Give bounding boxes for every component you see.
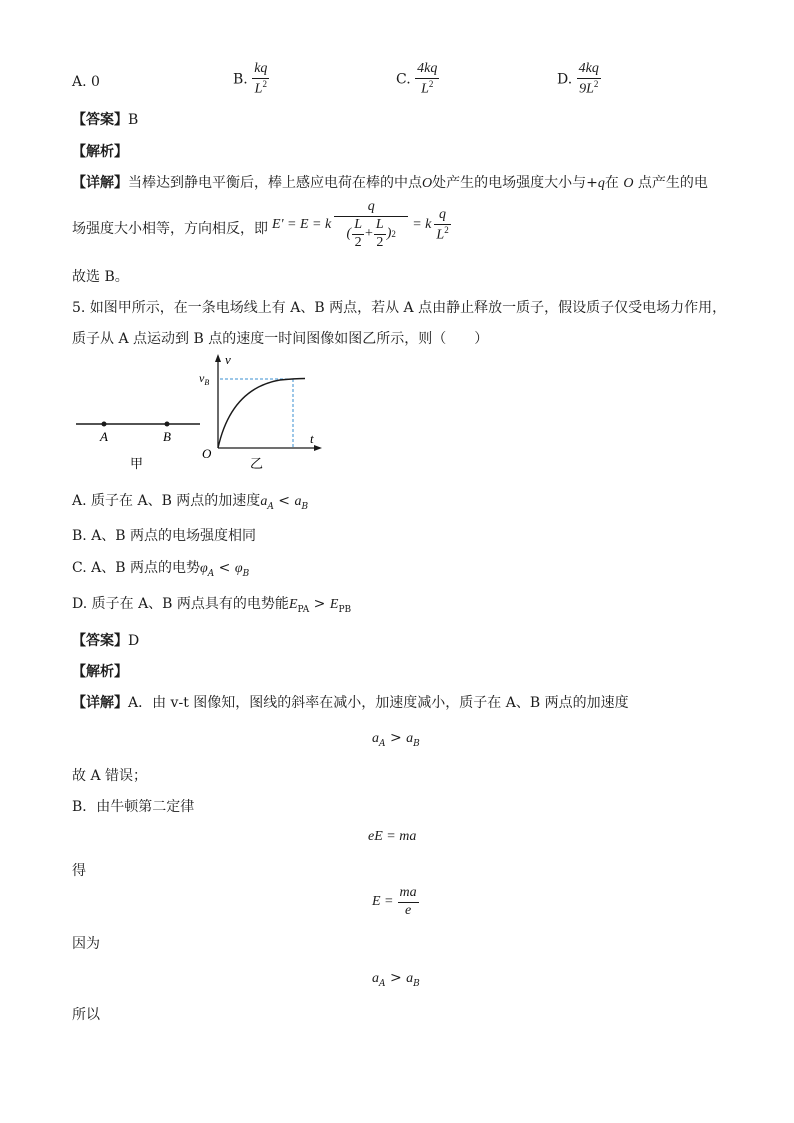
fraction: $\frac{4kq}{L^2}$ [417, 61, 438, 97]
q5-eq4: $a_A > a_B$ [372, 970, 420, 989]
q5-eq2: eE = ma [368, 829, 417, 844]
q5-stem-line2: 质子从 A 点运动到 B 点的速度一时间图像如图乙所示，则（ ） [72, 331, 489, 347]
point-a-dot [102, 422, 107, 427]
velocity-curve [218, 379, 305, 449]
q5-stem-line1: 5. 如图甲所示，在一条电场线上有 A、B 两点，若从 A 点由静止释放一质子，假设质子仅受电场力作用， [72, 300, 727, 316]
q4-option-a: A. 0 [72, 74, 100, 90]
q5-line-a-wrong: 故 A 错误； [72, 768, 148, 784]
formula-fraction-2: $\frac{q}{L^2}$ [436, 206, 449, 243]
origin-o: O [202, 446, 212, 461]
q5-option-c: C. A、B 两点的电势$\varphi_A < \varphi_B$ [72, 560, 250, 579]
q4-option-d: D. $\frac{4kq}{9L^2}$ [557, 61, 599, 97]
label-a: A [100, 429, 108, 444]
q5-line-b: B．由牛顿第二定律 [72, 799, 195, 815]
x-axis-arrow [314, 445, 322, 451]
q5-line-de: 得 [72, 863, 86, 879]
fraction: $\frac{ma}{e}$ [399, 885, 417, 918]
q5-line-so: 所以 [72, 1007, 100, 1023]
q4-option-b: B. $\frac{kq}{L^2}$ [233, 61, 268, 97]
q5-option-b: B. A、B 两点的电场强度相同 [72, 528, 257, 544]
q4-formula: E' = E = k q ( $\frac{L}{2}$ + $\frac{L}{2}$ ) 2 = k $\frac{q}{L^2}$ [272, 199, 449, 250]
caption-jia: 甲 [130, 457, 144, 472]
fraction: $\frac{kq}{L^2}$ [254, 61, 268, 97]
q4-detail-line2: 场强度大小相等，方向相反，即 [72, 221, 268, 237]
q4-option-c: C. $\frac{4kq}{L^2}$ [396, 61, 438, 97]
y-axis-arrow [215, 354, 221, 362]
q5-eq3: E = $\frac{ma}{e}$ [372, 885, 417, 918]
point-b-dot [165, 422, 170, 427]
q5-option-d: D. 质子在 A、B 两点具有的电势能$E_{PA} > E_{PB}$ [72, 596, 352, 615]
q4-conclusion: 故选 B。 [72, 269, 129, 285]
label-b: B [163, 429, 171, 444]
axis-v: v [225, 352, 231, 367]
q5-line-because: 因为 [72, 936, 100, 952]
figure-jia-yi [70, 352, 330, 477]
formula-fraction: q ( $\frac{L}{2}$ + $\frac{L}{2}$ ) 2 [334, 200, 408, 250]
q4-detail-line1: 【详解】当棒达到静电平衡后，棒上感应电荷在棒的中点O处产生的电场强度大小与+q在 O 点产生的电 [72, 175, 708, 191]
caption-yi: 乙 [250, 457, 264, 472]
q5-answer: 【答案】D [72, 633, 140, 649]
q5-option-a: A. 质子在 A、B 两点的加速度$a_A < a_B$ [72, 493, 309, 512]
q4-answer: 【答案】B [72, 112, 139, 128]
q4-analysis-label: 【解析】 [72, 144, 128, 160]
axis-t: t [310, 431, 314, 446]
q5-analysis-label: 【解析】 [72, 664, 128, 680]
q5-eq1: $a_A > a_B$ [372, 730, 420, 749]
q5-detail-line1: 【详解】A．由 v-t 图像知，图线的斜率在减小，加速度减小，质子在 A、B 两点的加速度 [72, 695, 629, 711]
fraction: $\frac{4kq}{9L^2}$ [578, 61, 599, 97]
axis-vb: $v_B$ [199, 371, 210, 387]
